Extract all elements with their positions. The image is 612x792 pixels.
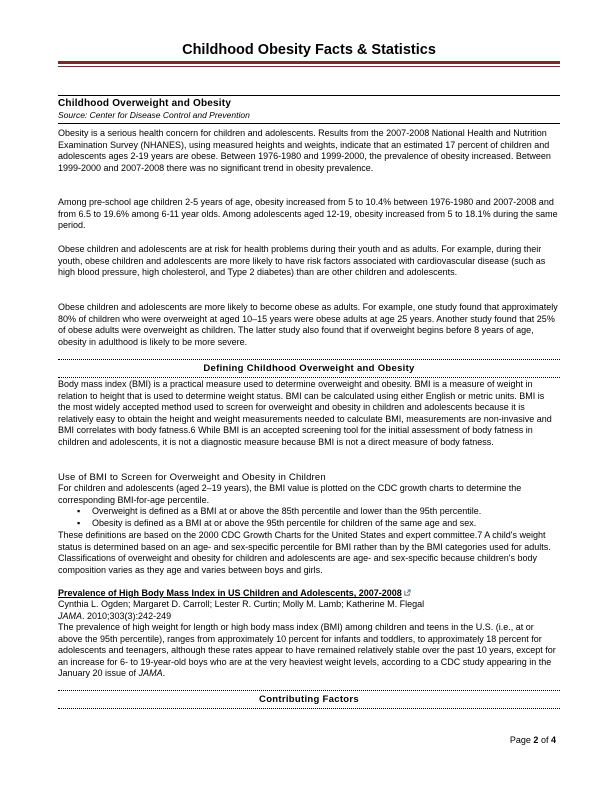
subheading-bmi-screen: Use of BMI to Screen for Overweight and Obesity in Children [58, 472, 326, 483]
paragraph-bmi-definition: Body mass index (BMI) is a practical measure used to determine overweight and obesity. BMI is a measure of weight in relation to height that is used to determine weight status. BMI can be calculated using either English or metric units. BMI is the most widely accepted method used to screen for overweight and obesity in children and adolescents because it is relatively easy to obtain the height and weight measurements needed to calculate BMI, measurements are non-invasive and BMI correlates with body fatness.6 While BMI is an accepted screening tool for the initial assessment of body fatness in children and adolescents, it is not a diagnostic measure because BMI is not a direct measure of body fatness. [58, 379, 552, 447]
section-heading: Childhood Overweight and Obesity [58, 98, 232, 109]
bullet-list [58, 505, 558, 529]
title-rule-thin [58, 66, 560, 67]
section-source: Source: Center for Disease Control and Prevention [58, 110, 250, 120]
article-title-link[interactable]: Prevalence of High Body Mass Index in US Children and Adolescents, 2007-2008 [58, 587, 411, 599]
section-bar-label: Contributing Factors [259, 694, 359, 705]
paragraph-bmi-children: For children and adolescents (aged 2–19 years), the BMI value is plotted on the CDC growth charts to determine the corresponding BMI-for-age percentile. [58, 483, 522, 505]
section-header-overweight-obesity [58, 95, 560, 124]
section-bar-contributing [58, 690, 560, 709]
title-rule-thick [58, 61, 560, 64]
article-citation: JAMA. 2010;303(3):242-249 [58, 611, 172, 621]
paragraph-definitions-basis: These definitions are based on the 2000 CDC Growth Charts for the United States and expert committee.7 A child's weight status is determined based on an age- and sex-specific percentile for BMI rather than by the BMI categories used for adults. Classifications of overweight and obesity for children and adolescents are age- and sex-specific because children's body composition varies as they age and varies between boys and girls. [58, 530, 551, 575]
section-bar-defining [58, 359, 560, 378]
paragraph-preschool: Among pre-school age children 2-5 years of age, obesity increased from 5 to 10.4% between 1976-1980 and 2007-2008 and from 6.5 to 19.6% among 6-11 year olds. Among adolescents aged 12-19, obesity increased from 5 to 18.1% during the same period. [58, 197, 558, 231]
bullet-icon: ▪ [77, 506, 81, 516]
external-link-icon[interactable] [404, 589, 411, 596]
page-title: Childhood Obesity Facts & Statistics [182, 42, 436, 58]
list-item: ▪ Obesity is defined as a BMI at or above the 95th percentile for children of the same age and sex. [77, 518, 477, 528]
list-item: ▪ Overweight is defined as a BMI at or above the 85th percentile and lower than the 95th percentile. [77, 506, 482, 516]
page-number: Page 2 of 4 [509, 735, 556, 745]
article-authors: Cynthia L. Ogden; Margaret D. Carroll; Lester R. Curtin; Molly M. Lamb; Katherine M. Flegal [58, 599, 425, 609]
article-summary: The prevalence of high weight for length or high body mass index (BMI) among children and teens in the U.S. (i.e., at or above the 95th percentile), ranges from approximately 10 percent for infants and toddlers, to approximately 18 percent for adolescents and teenagers, although these rates appear to have remained relatively stable over the past 10 years, except for an increase for 6- to 19-year-old boys who are at the very heaviest weight levels, according to a CDC study appearing in the January 20 issue of JAMA. [58, 622, 556, 679]
bullet-icon: ▪ [77, 518, 81, 528]
paragraph-health-risks: Obese children and adolescents are at risk for health problems during their youth and as adults. For example, during their youth, obese children and adolescents are more likely to have risk factors associated with cardiovascular disease (such as high blood pressure, high cholesterol, and Type 2 diabetes) than are other children and adolescents. [58, 244, 546, 278]
section-bar-label: Defining Childhood Overweight and Obesity [203, 363, 415, 374]
paragraph-adult-obesity: Obese children and adolescents are more likely to become obese as adults. For example, one study found that approximately 80% of children who were overweight at aged 10–15 years were obese adults at age 25 years. Another study found that 25% of obese adults were overweight as children. The latter study also found that if overweight begins before 8 years of age, obesity in adulthood is likely to be more severe. [58, 302, 558, 347]
paragraph-obesity-intro: Obesity is a serious health concern for children and adolescents. Results from the 2007-2008 National Health and Nutrition Examination Survey (NHANES), using measured heights and weights, indicate that an estimated 17 percent of children and adolescents ages 2-19 years are obese. Between 1976-1980 and 1999-2000, the prevalence of obesity increased. Between 1999-2000 and 2007-2008 there was no significant trend in obesity prevalence. [58, 128, 551, 173]
